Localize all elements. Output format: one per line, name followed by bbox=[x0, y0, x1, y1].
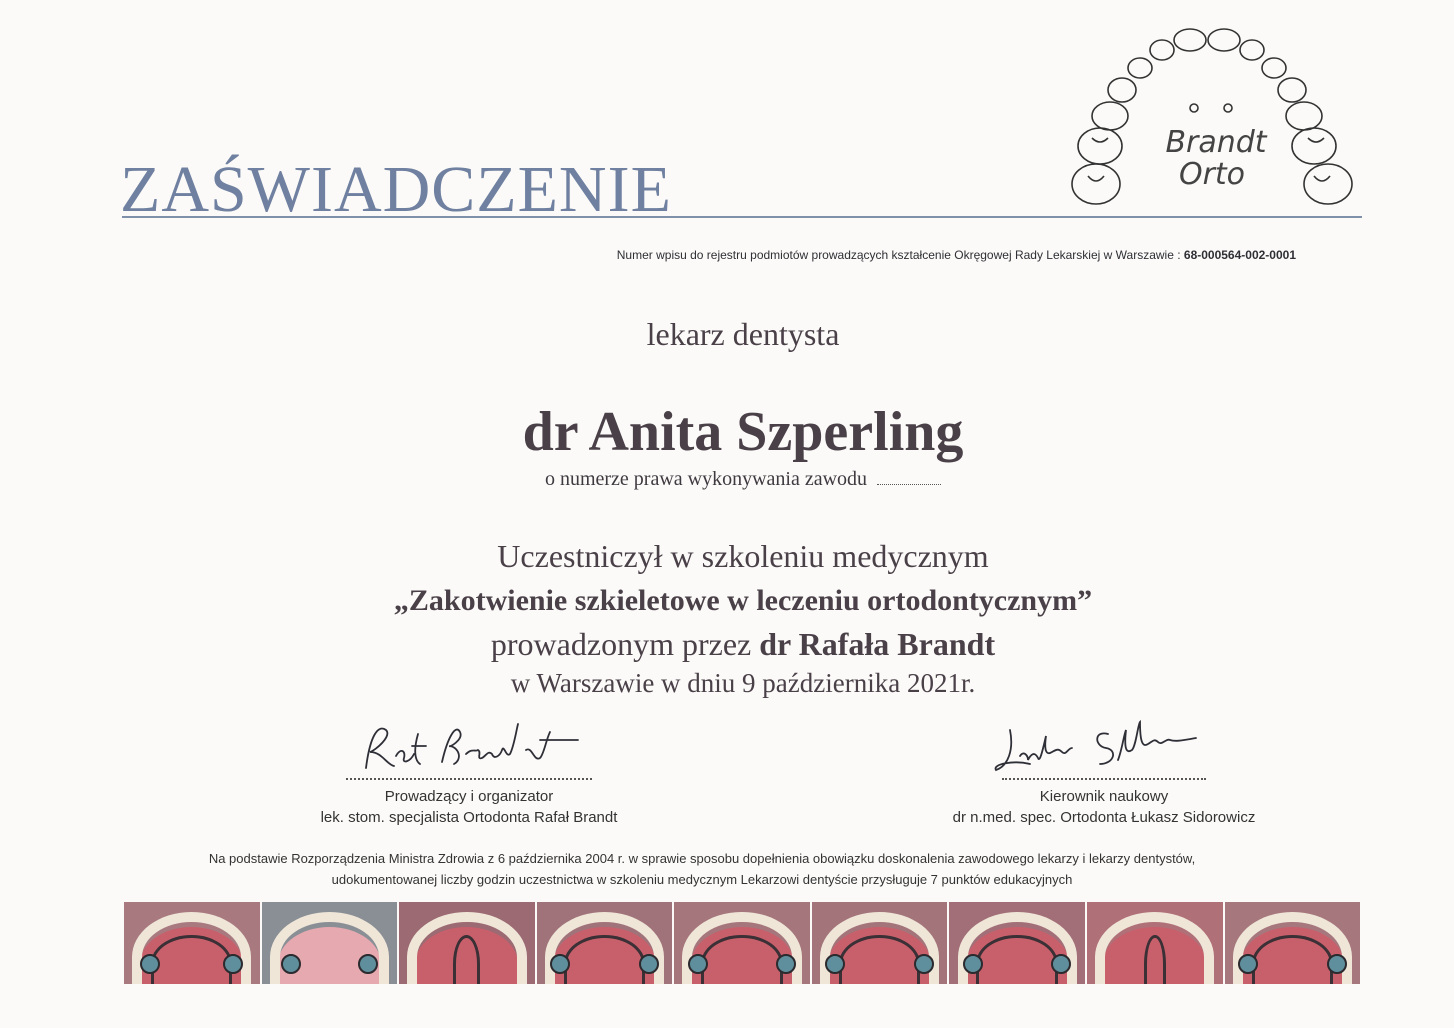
header-rule bbox=[122, 216, 1362, 218]
instructor-name: dr Rafała Brandt bbox=[759, 626, 996, 662]
clinical-photo bbox=[949, 902, 1085, 984]
signature-right-person: dr n.med. spec. Ortodonta Łukasz Sidorowicz bbox=[952, 809, 1256, 826]
clinical-photo bbox=[1087, 902, 1223, 984]
instructor-line bbox=[16, 626, 1454, 663]
signature-right-handwriting bbox=[990, 720, 1220, 782]
clinical-photo bbox=[674, 902, 810, 984]
clinical-photo bbox=[262, 902, 398, 984]
legal-line2: udokumentowanej liczby godzin uczestnictwa w szkoleniu medycznym Lekarzowi dentyście przysługuje 7 punktów edukacyjnych bbox=[331, 872, 1073, 887]
logo-text-line2: Orto bbox=[1178, 157, 1246, 192]
legal-line1: Na podstawie Rozporządzenia Ministra Zdrowia z 6 października 2004 r. w sprawie sposobu dopełnienia obowiązku doskonalenia zawodowego lekarzy i lekarzy dentystów, bbox=[208, 851, 1196, 866]
course-title: „Zakotwienie szkieletowe w leczeniu ortodontycznym” bbox=[393, 584, 1093, 617]
clinical-photo bbox=[537, 902, 673, 984]
signature-line-left bbox=[346, 778, 592, 780]
clinical-photo bbox=[1225, 902, 1361, 984]
logo-text-line1: Brandt bbox=[1165, 125, 1267, 160]
legal-basis bbox=[0, 848, 1404, 890]
registry-number: 68-000564-002-0001 bbox=[1183, 248, 1296, 262]
clinical-photo bbox=[124, 902, 260, 984]
signature-left-person: lek. stom. specjalista Ortodonta Rafał Brandt bbox=[320, 809, 618, 826]
license-text: o numerze prawa wykonywania zawodu bbox=[544, 468, 868, 490]
signature-right-role: Kierownik naukowy bbox=[1039, 788, 1169, 805]
instructor-prefix: prowadzonym przez bbox=[490, 626, 760, 662]
location-date-line: w Warszawie w dniu 9 października 2021r. bbox=[510, 668, 976, 698]
participation-line: Uczestniczył w szkoleniu medycznym bbox=[497, 538, 989, 574]
clinical-photo-strip bbox=[124, 902, 1360, 984]
signature-left-handwriting bbox=[356, 716, 586, 778]
recipient-profession: lekarz dentysta bbox=[646, 316, 840, 352]
registry-info bbox=[0, 248, 1296, 262]
signature-line-right bbox=[1002, 778, 1206, 780]
license-line bbox=[16, 468, 1454, 491]
signature-right bbox=[944, 778, 1264, 828]
license-blank bbox=[877, 470, 941, 485]
document-title: ZAŚWIADCZENIE bbox=[120, 153, 672, 226]
signature-left-role: Prowadzący i organizator bbox=[384, 788, 554, 805]
registry-text: Numer wpisu do rejestru podmiotów prowadzących kształcenie Okręgowej Rady Lekarskiej w Warszawie : bbox=[616, 248, 1184, 262]
clinical-photo bbox=[812, 902, 948, 984]
clinical-photo bbox=[399, 902, 535, 984]
signature-left bbox=[309, 778, 629, 828]
brandt-orto-logo bbox=[1066, 24, 1366, 219]
recipient-name: dr Anita Szperling bbox=[522, 401, 964, 463]
